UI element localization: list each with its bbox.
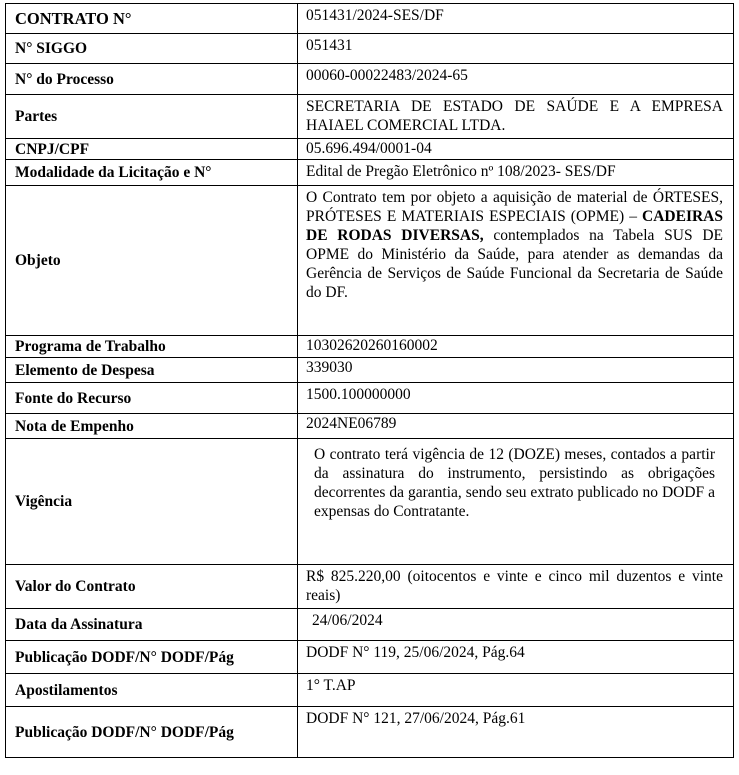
row-value: 24/06/2024 (298, 609, 734, 641)
row-label: Objeto (6, 186, 298, 336)
table-row (6, 383, 734, 414)
row-label: Nota de Empenho (6, 414, 298, 439)
row-value: 2024NE06789 (298, 414, 734, 439)
row-label: Vigência (6, 439, 298, 565)
row-value: SECRETARIA DE ESTADO DE SAÚDE E A EMPRESA HAIAEL COMERCIAL LTDA. (298, 95, 734, 139)
row-value: 051431 (298, 34, 734, 64)
table-row (6, 186, 734, 336)
table-row (6, 64, 734, 95)
row-label: Fonte do Recurso (6, 383, 298, 414)
table-row (6, 439, 734, 565)
table-row (6, 95, 734, 139)
row-value: 051431/2024-SES/DF (298, 4, 734, 34)
row-value: 10302620260160002 (298, 336, 734, 358)
table-row (6, 565, 734, 609)
row-label: Modalidade da Licitação e N° (6, 160, 298, 186)
row-label: CONTRATO N° (6, 4, 298, 34)
table-row (6, 641, 734, 674)
row-label: N° do Processo (6, 64, 298, 95)
table-row (6, 160, 734, 186)
table-row (6, 336, 734, 358)
table-row (6, 414, 734, 439)
table-row (6, 4, 734, 34)
objeto-text-part2: contemplados na Tabela SUS DE OPME do Ministério da Saúde, para atender as demandas da Gerência de Serviços de Saúde Funcional da Secretaria de Saúde do DF. (306, 227, 723, 301)
row-value: 339030 (298, 358, 734, 383)
row-value: DODF N° 119, 25/06/2024, Pág.64 (298, 641, 734, 674)
row-label: CNPJ/CPF (6, 139, 298, 160)
contract-extract-table (5, 3, 734, 758)
row-value: 1° T.AP (298, 674, 734, 707)
row-label: Programa de Trabalho (6, 336, 298, 358)
row-label: Elemento de Despesa (6, 358, 298, 383)
objeto-highlight: CADEIRAS DE RODAS DIVERSAS, (306, 208, 723, 244)
row-label: Data da Assinatura (6, 609, 298, 641)
row-label: Partes (6, 95, 298, 139)
table-row (6, 34, 734, 64)
table-row (6, 358, 734, 383)
row-label: Publicação DODF/N° DODF/Pág (6, 641, 298, 674)
row-value: 05.696.494/0001-04 (298, 139, 734, 160)
row-label: N° SIGGO (6, 34, 298, 64)
row-label: Valor do Contrato (6, 565, 298, 609)
row-label: Apostilamentos (6, 674, 298, 707)
table-row (6, 139, 734, 160)
row-value: 00060-00022483/2024-65 (298, 64, 734, 95)
row-value: R$ 825.220,00 (oitocentos e vinte e cinco mil duzentos e vinte reais) (298, 565, 734, 609)
table-row (6, 674, 734, 707)
row-value: Edital de Pregão Eletrônico nº 108/2023- SES/DF (298, 160, 734, 186)
row-value: 1500.100000000 (298, 383, 734, 414)
row-value (298, 186, 734, 336)
row-value: O contrato terá vigência de 12 (DOZE) meses, contados a partir da assinatura do instrumento, persistindo as obrigações decorrentes da garantia, sendo seu extrato publicado no DODF a expensas do Contratante. (298, 439, 734, 565)
objeto-text-part1: O Contrato tem por objeto a aquisição de material de ÓRTESES, PRÓTESES E MATERIAIS ESPECIAIS (OPME) – (306, 189, 723, 225)
row-value: DODF N° 121, 27/06/2024, Pág.61 (298, 707, 734, 758)
table-row (6, 609, 734, 641)
table-row (6, 707, 734, 758)
row-label: Publicação DODF/N° DODF/Pág (6, 707, 298, 758)
